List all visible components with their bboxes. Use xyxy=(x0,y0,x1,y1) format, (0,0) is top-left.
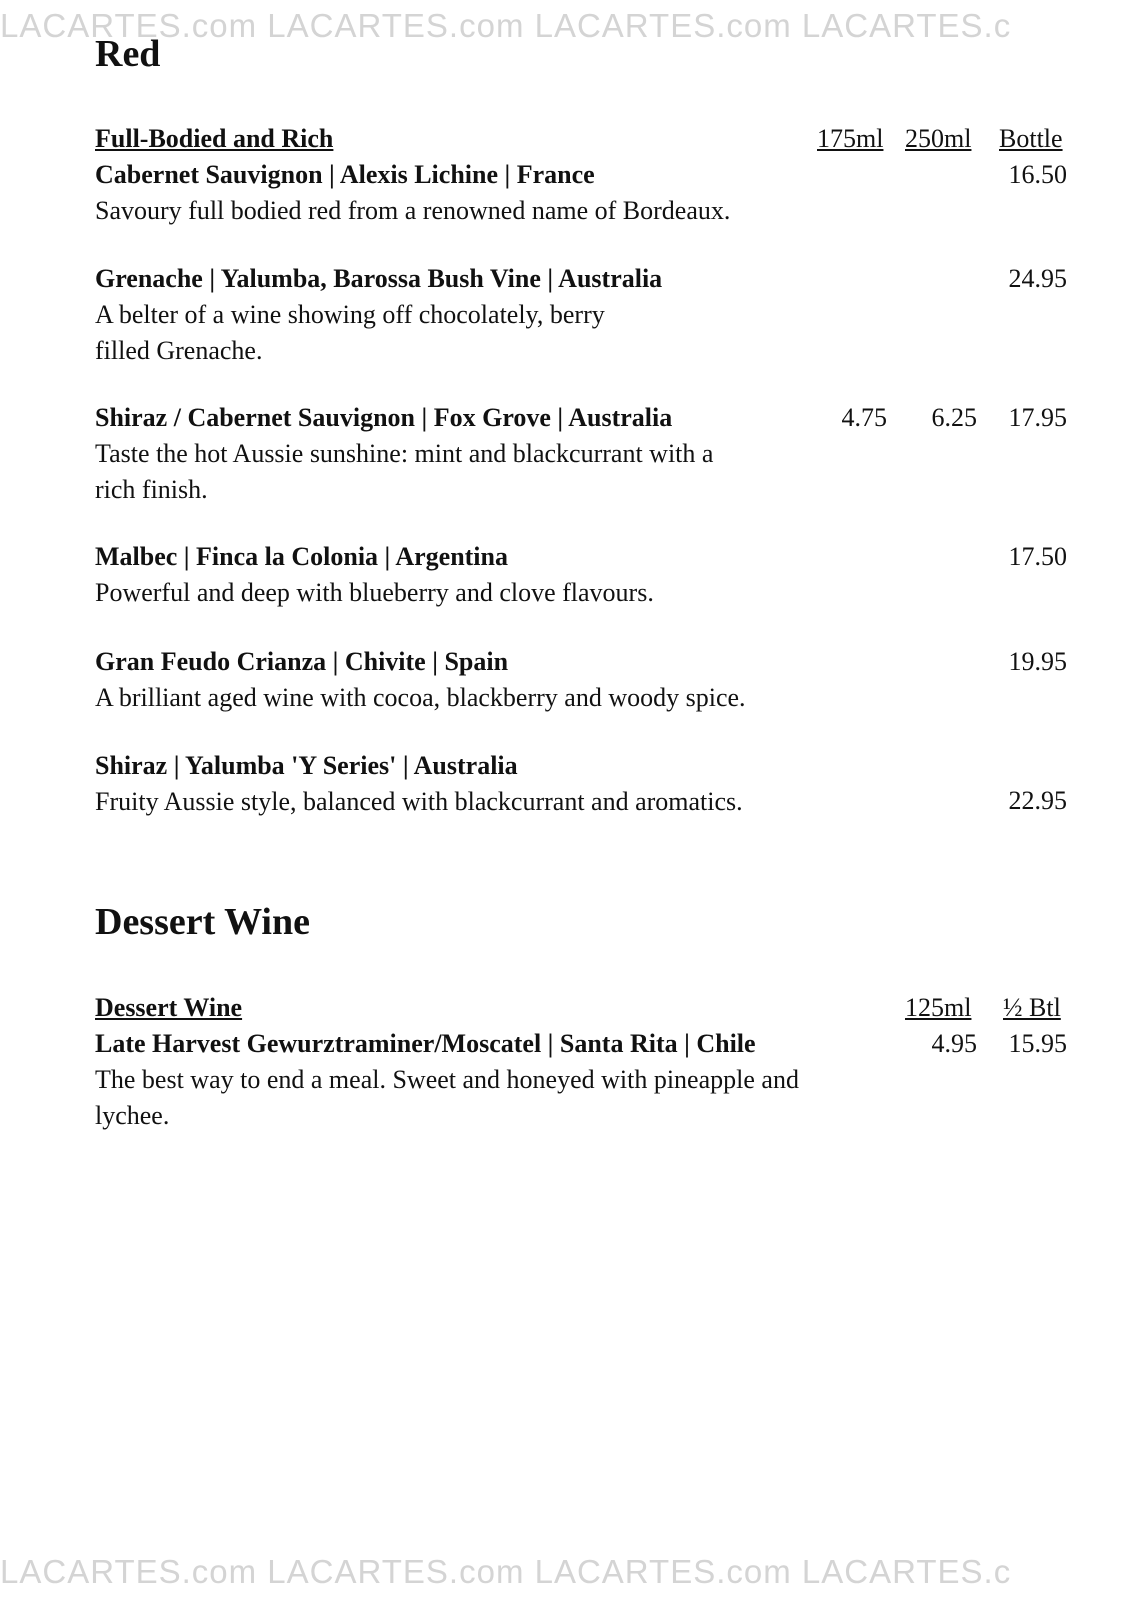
price-175ml: 4.75 xyxy=(841,403,887,432)
column-header-half-bottle: ½ Btl xyxy=(1003,993,1061,1022)
column-header-250ml: 250ml xyxy=(905,124,972,153)
wine-name: Late Harvest Gewurztraminer/Moscatel | Santa Rita | Chile xyxy=(95,1029,756,1058)
category-title: Dessert Wine xyxy=(95,993,243,1022)
category-header-row xyxy=(95,993,1090,1027)
column-header-bottle: Bottle xyxy=(999,124,1063,153)
wine-item xyxy=(95,1026,1090,1134)
price-bottle: 19.95 xyxy=(1008,647,1067,676)
wine-description: Taste the hot Aussie sunshine: mint and blackcurrant with a rich finish. xyxy=(95,439,714,504)
price-bottle: 22.95 xyxy=(1008,786,1067,815)
wine-item xyxy=(95,400,1090,508)
wine-item xyxy=(95,157,1090,229)
wine-item xyxy=(95,748,1090,820)
section-title-red: Red xyxy=(95,33,161,75)
wine-description: Savoury full bodied red from a renowned name of Bordeaux. xyxy=(95,196,731,225)
category-title: Full-Bodied and Rich xyxy=(95,124,334,153)
price-bottle: 17.50 xyxy=(1008,542,1067,571)
price-bottle: 24.95 xyxy=(1008,264,1067,293)
wine-name: Malbec | Finca la Colonia | Argentina xyxy=(95,542,508,571)
watermark-top: LACARTES.com LACARTES.com LACARTES.com LACARTES.c xyxy=(0,7,1012,44)
column-header-175ml: 175ml xyxy=(817,124,884,153)
wine-item xyxy=(95,539,1090,611)
category-header-row xyxy=(95,124,1090,158)
section-title-dessert-wine: Dessert Wine xyxy=(95,901,310,943)
column-header-125ml: 125ml xyxy=(905,993,972,1022)
wine-name: Gran Feudo Crianza | Chivite | Spain xyxy=(95,647,509,676)
wine-description: Powerful and deep with blueberry and clove flavours. xyxy=(95,578,654,607)
wine-description: A belter of a wine showing off chocolately, berry filled Grenache. xyxy=(95,300,605,365)
wine-name: Shiraz | Yalumba 'Y Series' | Australia xyxy=(95,751,518,780)
price-250ml: 6.25 xyxy=(931,403,977,432)
wine-item xyxy=(95,644,1090,716)
price-bottle: 16.50 xyxy=(1008,160,1067,189)
price-bottle: 17.95 xyxy=(1008,403,1067,432)
price-125ml: 4.95 xyxy=(931,1029,977,1058)
wine-description: The best way to end a meal. Sweet and honeyed with pineapple and lychee. xyxy=(95,1065,799,1130)
price-half-bottle: 15.95 xyxy=(1008,1029,1067,1058)
wine-description: Fruity Aussie style, balanced with blackcurrant and aromatics. xyxy=(95,787,743,816)
watermark-bottom: LACARTES.com LACARTES.com LACARTES.com LACARTES.c xyxy=(0,1553,1012,1590)
wine-name: Shiraz / Cabernet Sauvignon | Fox Grove | Australia xyxy=(95,403,673,432)
wine-description: A brilliant aged wine with cocoa, blackberry and woody spice. xyxy=(95,683,746,712)
wine-name: Grenache | Yalumba, Barossa Bush Vine | Australia xyxy=(95,264,663,293)
wine-item xyxy=(95,261,1090,369)
wine-name: Cabernet Sauvignon | Alexis Lichine | France xyxy=(95,160,595,189)
